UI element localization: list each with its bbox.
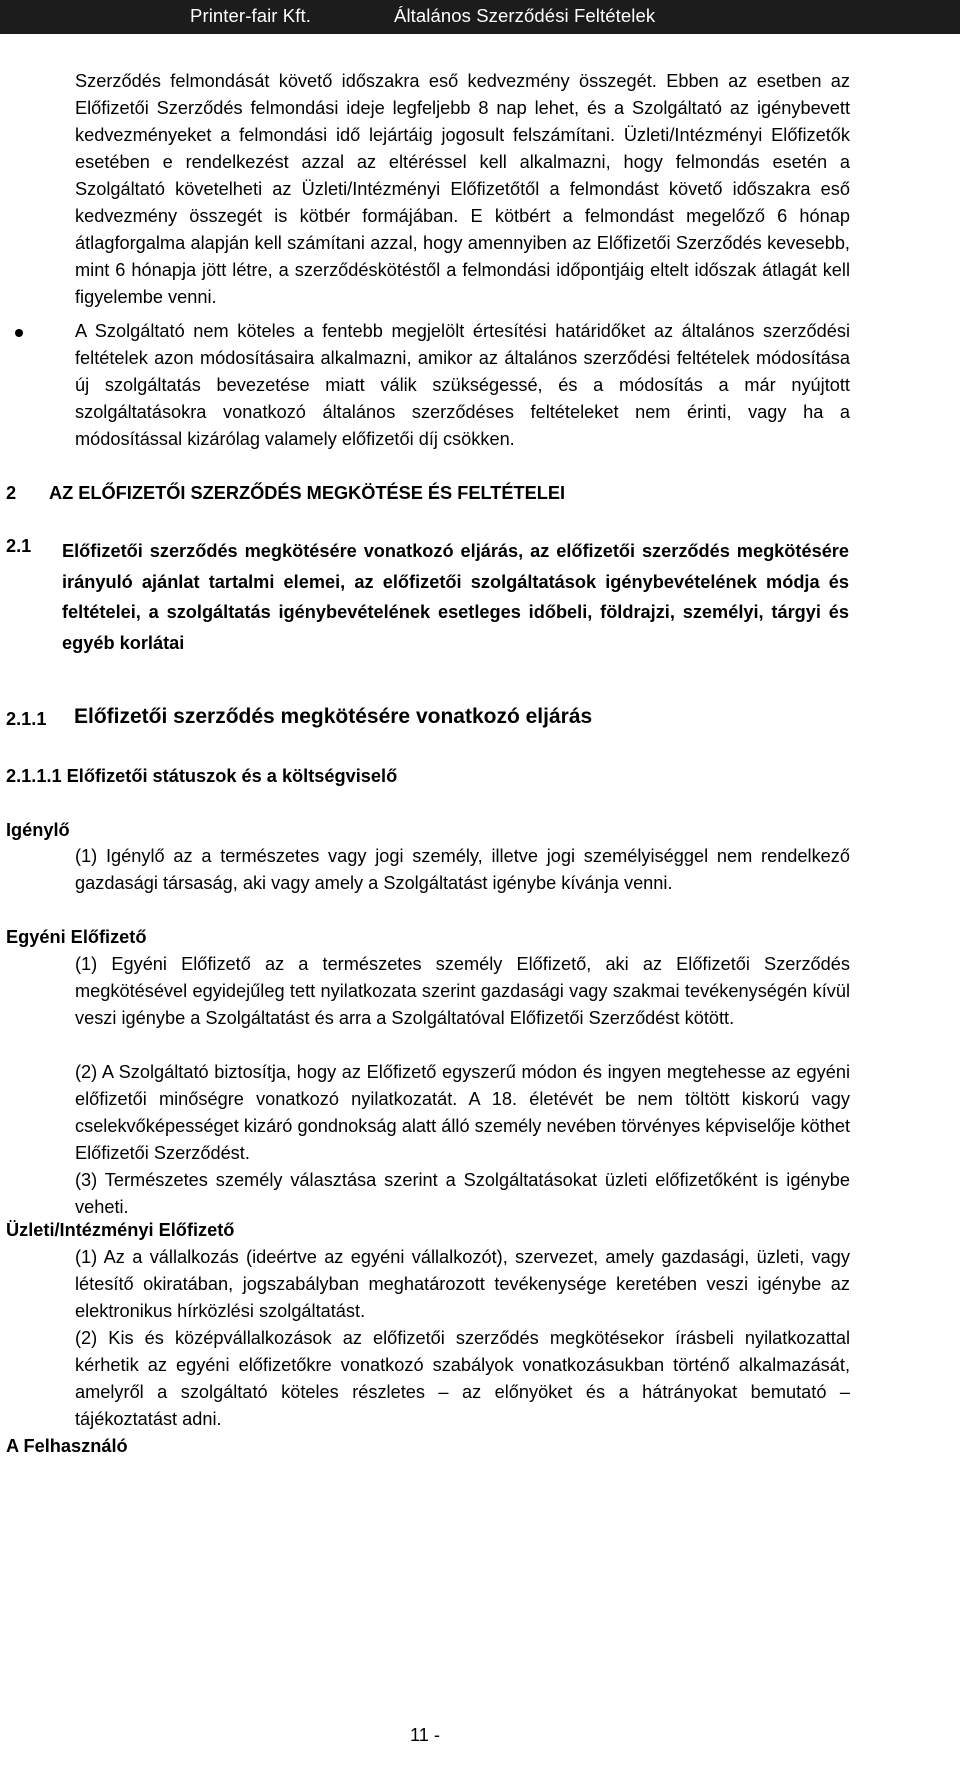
section-2-1-title: Előfizetői szerződés megkötésére vonatkozó eljárás, az előfizetői szerződés megkötésére irányuló ajánlat tartalmi elemei, az előfizetői szolgáltatások igénybevételének módja és feltételei, a szolgáltatás igénybevételének esetleges időbeli, földrajzi, személyi, tárgyi és egyéb korlátai [62, 541, 849, 653]
header-company: Printer-fair Kft. [190, 5, 311, 26]
section-2-number: 2 [6, 483, 17, 503]
header-document-title: Általános Szerződési Feltételek [394, 5, 656, 26]
section-2-1-1-title: Előfizetői szerződés megkötésére vonatkozó eljárás [74, 705, 593, 728]
igenylo-paragraph-1: (1) Igénylő az a természetes vagy jogi személy, illetve jogi személyiséggel nem rendelkező gazdasági társaság, aki vagy amely a Szolgáltatást igénybe kívánja venni. [75, 846, 850, 893]
egyeni-elofizeto-paragraph-3: (3) Természetes személy választása szerint a Szolgáltatásokat üzleti előfizetőként is igénybe veheti. [75, 1170, 850, 1217]
bullet-icon [15, 329, 23, 337]
section-2-1-1-1-heading: 2.1.1.1 Előfizetői státuszok és a költségviselő [6, 766, 398, 786]
section-2-1-number: 2.1 [6, 536, 32, 556]
term-uzleti-intezmenyi-elofizeto: Üzleti/Intézményi Előfizető [6, 1220, 235, 1240]
section-2-title: AZ ELŐFIZETŐI SZERZŐDÉS MEGKÖTÉSE ÉS FELTÉTELEI [49, 483, 566, 503]
section-2-heading [6, 483, 846, 507]
uzleti-elofizeto-paragraph-1: (1) Az a vállalkozás (ideértve az egyéni vállalkozót), szervezet, amely gazdasági, üzleti, vagy létesítő okiratában, jogszabályban meghatározott tevékenysége keretében veszi igénybe az elektronikus hírközlési szolgáltatást. [75, 1247, 850, 1321]
egyeni-elofizeto-paragraph-2: (2) A Szolgáltató biztosítja, hogy az Előfizető egyszerű módon és ingyen megtehesse az egyéni előfizetői minőségre vonatkozó nyilatkozatát. A 18. életévét be nem töltött kiskorú vagy cselekvőképességet kizáró gondnokság alatt álló személy nevében törvényes képviselője köthet Előfizetői Szerződést. [75, 1062, 850, 1163]
egyeni-elofizeto-paragraph-1: (1) Egyéni Előfizető az a természetes személy Előfizető, aki az Előfizetői Szerződés megkötésével egyidejűleg tett nyilatkozata szerint gazdasági vagy szakmai tevékenységén kívül veszi igénybe a Szolgáltatást és arra a Szolgáltatóval Előfizetői Szerződést kötött. [75, 954, 850, 1028]
term-a-felhasznalo: A Felhasználó [6, 1436, 128, 1456]
intro-paragraph: Szerződés felmondását követő időszakra eső kedvezmény összegét. Ebben az esetben az Előfizetői Szerződés felmondási ideje legfeljebb 8 nap lehet, és a Szolgáltató az igénybevett kedvezményeket a felmondási idő lejártáig jogosult felszámítani. Üzleti/Intézményi Előfizetők esetében e rendelkezést azzal az eltéréssel kell alkalmazni, hogy felmondás esetén a Szolgáltató követelheti az Üzleti/Intézményi Előfizetőtől a felmondást követő időszakra eső kedvezmény összegét is kötbér formájában. E kötbért a felmondást megelőző 6 hónap átlagforgalma alapján kell számítani azzal, hogy amennyiben az Előfizetői Szerződés kevesebb, mint 6 hónapja jött létre, a szerződéskötéstől a felmondási időpontjáig eltelt időszak átlagát kell figyelembe venni. [75, 71, 850, 307]
bullet-paragraph: A Szolgáltató nem köteles a fentebb megjelölt értesítési határidőket az általános szerződési feltételek azon módosításaira alkalmazni, amikor az általános szerződési feltételek módosítása új szolgáltatás bevezetése miatt válik szükségessé, és a módosítás a már nyújtott szolgáltatásokra vonatkozó általános szerződéses feltételeket nem érinti, vagy ha a módosítással kizárólag valamely előfizetői díj csökken. [75, 321, 850, 449]
page-number: 11 - [410, 1725, 440, 1745]
term-igenylo: Igénylő [6, 820, 70, 840]
section-2-1-1-number: 2.1.1 [6, 709, 47, 729]
uzleti-elofizeto-paragraph-2: (2) Kis és középvállalkozások az előfizetői szerződés megkötésekor írásbeli nyilatkozattal kérhetik az egyéni előfizetőkre vonatkozó szabályok vonatkozásukban történő alkalmazását, amelyről a szolgáltató köteles részletes – az előnyöket és a hátrányokat bemutató – tájékoztatást adni. [75, 1328, 850, 1429]
page-header [0, 0, 960, 34]
term-egyeni-elofizeto: Egyéni Előfizető [6, 927, 147, 947]
